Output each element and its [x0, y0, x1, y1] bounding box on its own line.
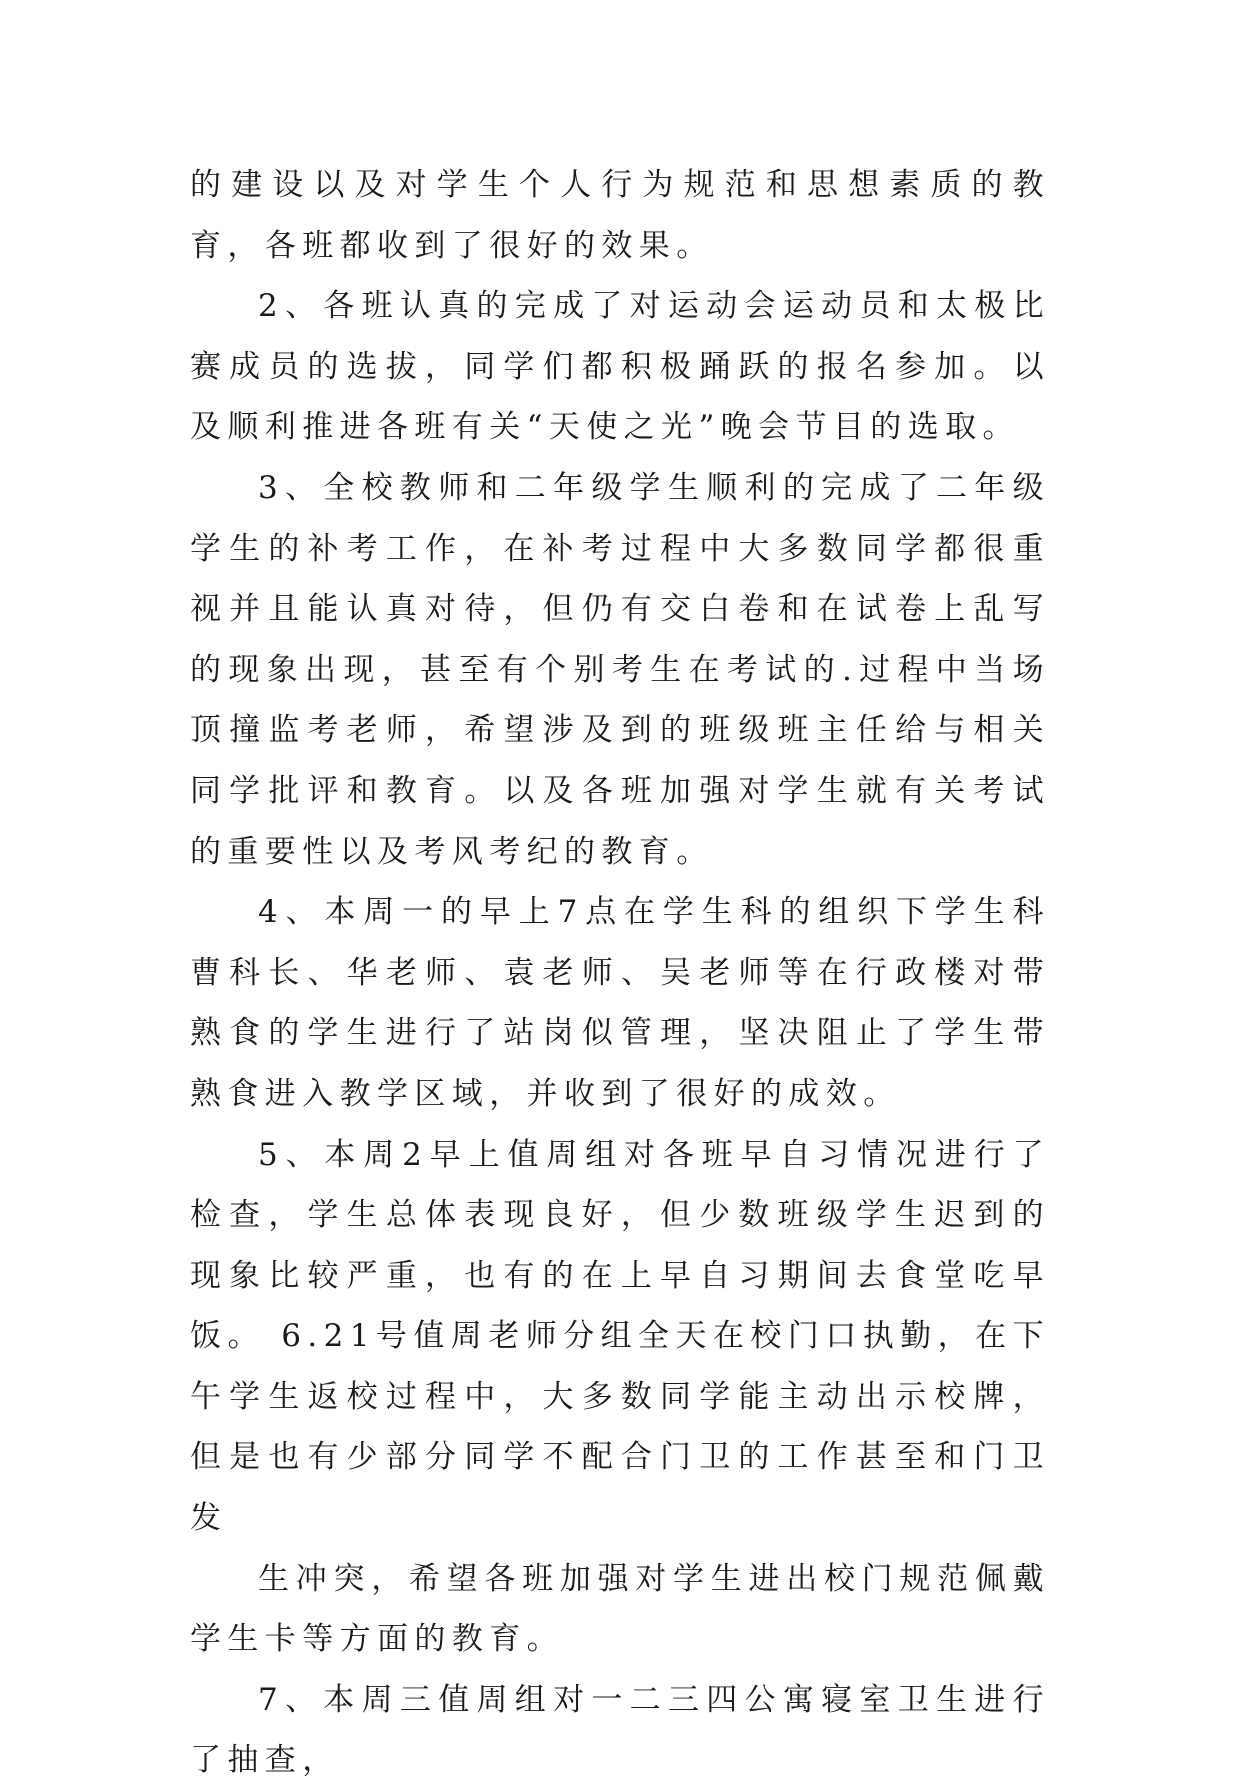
paragraph-7: 7、本周三值周组对一二三四公寓寝室卫生进行了抽查， [190, 1681, 1050, 1779]
paragraph-6: 生冲突，希望各班加强对学生进出校门规范佩戴学生卡等方面的教育。 [190, 1560, 1050, 1658]
paragraph-5: 5、本周2早上值周组对各班早自习情况进行了检查，学生总体表现良好，但少数班级学生迟到的现象比较严重，也有的在上早自习期间去食堂吃早饭。 6.21号值周老师分组全天在校门口执勤，在下午学生返校过程中，大多数同学能主动出示校牌，但是也有少部分同学不配合门卫的工作甚至和门卫发 [190, 1136, 1050, 1537]
document-body [190, 155, 1050, 1791]
paragraph-4: 4、本周一的早上7点在学生科的组织下学生科曹科长、华老师、袁老师、吴老师等在行政楼对带熟食的学生进行了站岗似管理，坚决阻止了学生带熟食进入教学区域，并收到了很好的成效。 [190, 894, 1050, 1112]
paragraph-3: 3、全校教师和二年级学生顺利的完成了二年级学生的补考工作，在补考过程中大多数同学都很重视并且能认真对待，但仍有交白卷和在试卷上乱写的现象出现，甚至有个别考生在考试的.过程中当场顶撞监考老师，希望涉及到的班级班主任给与相关同学批评和教育。以及各班加强对学生就有关考试的重要性以及考风考纪的教育。 [190, 469, 1050, 870]
paragraph-1: 的建设以及对学生个人行为规范和思想素质的教育，各班都收到了很好的效果。 [190, 167, 1050, 264]
paragraph-2: 2、各班认真的完成了对运动会运动员和太极比赛成员的选拔，同学们都积极踊跃的报名参加。以及顺利推进各班有关“天使之光”晚会节目的选取。 [190, 288, 1050, 446]
